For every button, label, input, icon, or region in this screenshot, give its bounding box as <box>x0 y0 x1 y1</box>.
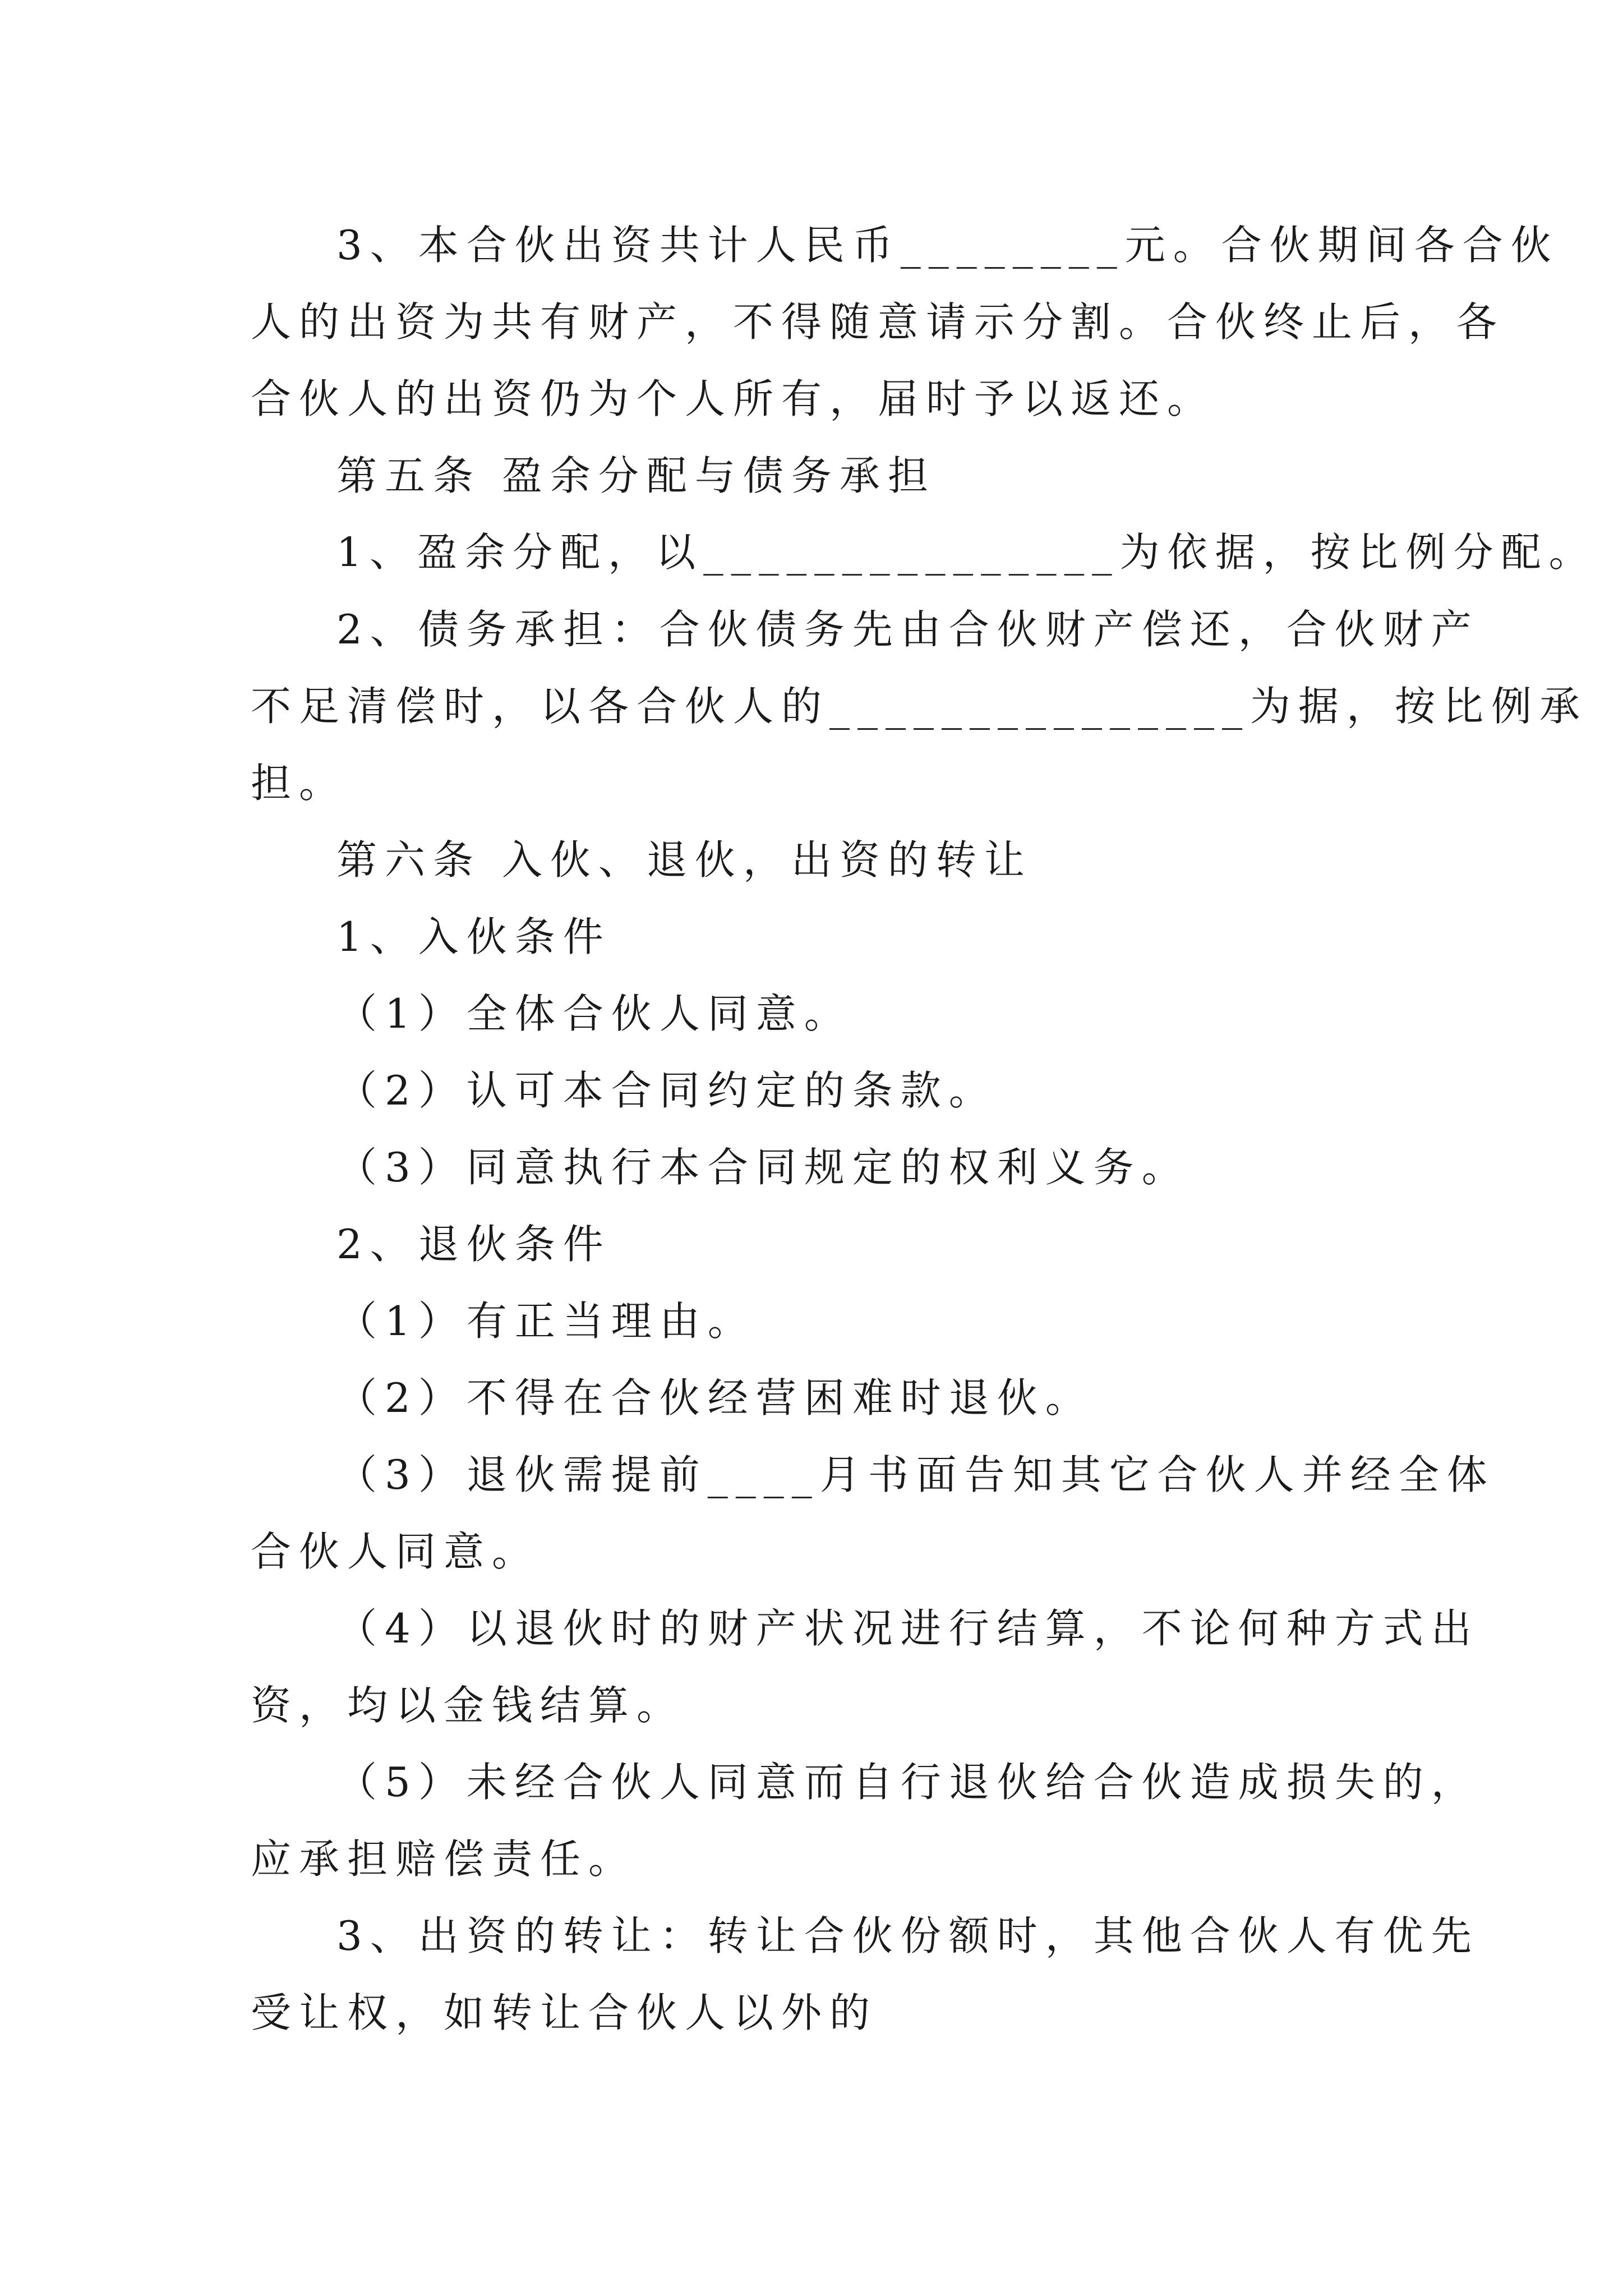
text-line: 2、债务承担：合伙债务先由合伙财产偿还，合伙财产 <box>336 606 1479 653</box>
text-line: 3、本合伙出资共计人民币________元。合伙期间各合伙 <box>336 222 1559 269</box>
list-item: （1）有正当理由。 <box>336 1297 756 1345</box>
text-line: 3、出资的转让：转让合伙份额时，其他合伙人有优先 <box>336 1912 1479 1959</box>
section-heading: 第六条 入伙、退伙，出资的转让 <box>336 836 1032 884</box>
list-item: （5）未经合伙人同意而自行退伙给合伙造成损失的， <box>336 1759 1479 1806</box>
text-line: 1、入伙条件 <box>336 913 611 960</box>
text-line: 合伙人的出资仍为个人所有，届时予以返还。 <box>251 375 1216 422</box>
text-line: 1、盈余分配，以_______________为依据，按比例分配。 <box>336 529 1597 576</box>
text-line: 不足清偿时，以各合伙人的_______________为据，按比例承 <box>251 683 1588 730</box>
list-item: （4）以退伙时的财产状况进行结算，不论何种方式出 <box>336 1605 1479 1652</box>
section-heading: 第五条 盈余分配与债务承担 <box>336 452 936 499</box>
text-line: 应承担赔偿责任。 <box>251 1835 637 1883</box>
list-item: （1）全体合伙人同意。 <box>336 990 852 1037</box>
list-item: （2）不得在合伙经营困难时退伙。 <box>336 1374 1094 1421</box>
text-line: 资，均以金钱结算。 <box>251 1682 685 1729</box>
list-item: （2）认可本合同约定的条款。 <box>336 1067 997 1114</box>
list-item: （3）退伙需提前____月书面告知其它合伙人并经全体 <box>336 1451 1495 1498</box>
text-line: 2、退伙条件 <box>336 1221 611 1268</box>
text-line: 受让权，如转让合伙人以外的 <box>251 1989 878 2036</box>
text-line: 人的出资为共有财产，不得随意请示分割。合伙终止后，各 <box>251 298 1505 346</box>
text-line: 担。 <box>251 760 348 807</box>
list-item: （3）同意执行本合同规定的权利义务。 <box>336 1144 1190 1191</box>
text-line: 合伙人同意。 <box>251 1528 541 1575</box>
